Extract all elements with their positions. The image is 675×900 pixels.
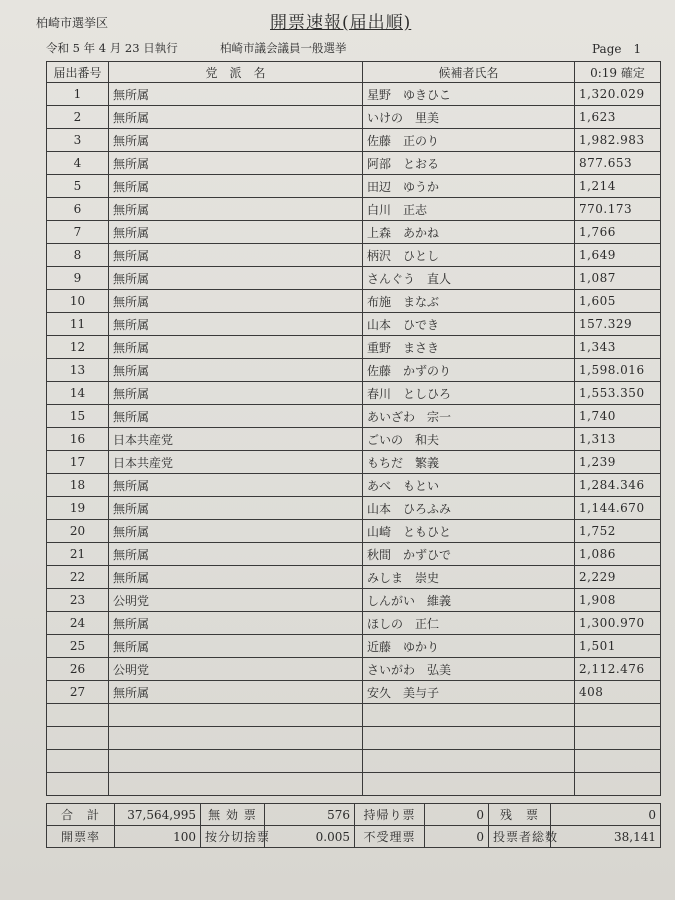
row-votes: 770.173 <box>575 198 661 221</box>
row-number <box>47 773 109 796</box>
row-votes: 1,343 <box>575 336 661 359</box>
row-votes: 1,605 <box>575 290 661 313</box>
row-votes: 2,229 <box>575 566 661 589</box>
row-votes: 1,144.670 <box>575 497 661 520</box>
row-party <box>109 750 363 773</box>
row-party: 無所属 <box>109 244 363 267</box>
row-candidate <box>363 727 575 750</box>
row-number: 1 <box>47 83 109 106</box>
row-votes: 1,300.970 <box>575 612 661 635</box>
row-candidate: 布施 まなぶ <box>363 290 575 313</box>
table-row <box>47 543 661 566</box>
row-party: 公明党 <box>109 589 363 612</box>
results-table <box>46 61 661 796</box>
row-number <box>47 750 109 773</box>
row-number: 2 <box>47 106 109 129</box>
row-votes: 1,284.346 <box>575 474 661 497</box>
table-row <box>47 681 661 704</box>
row-candidate: 阿部 とおる <box>363 152 575 175</box>
row-votes: 1,313 <box>575 428 661 451</box>
row-number: 26 <box>47 658 109 681</box>
row-party: 無所属 <box>109 313 363 336</box>
unaccepted-value: 0 <box>425 826 489 848</box>
row-party: 日本共産党 <box>109 451 363 474</box>
row-party: 無所属 <box>109 635 363 658</box>
takeaway-label: 持帰り票 <box>355 804 425 826</box>
row-party: 無所属 <box>109 612 363 635</box>
row-votes: 1,766 <box>575 221 661 244</box>
row-candidate: あべ もとい <box>363 474 575 497</box>
row-votes <box>575 727 661 750</box>
row-number: 13 <box>47 359 109 382</box>
row-party: 無所属 <box>109 290 363 313</box>
election-name: 柏崎市議会議員一般選挙 <box>220 41 347 55</box>
rounding-label: 按分切捨票 <box>201 826 265 848</box>
table-row <box>47 152 661 175</box>
row-party: 無所属 <box>109 336 363 359</box>
row-candidate <box>363 750 575 773</box>
row-number: 24 <box>47 612 109 635</box>
table-row <box>47 428 661 451</box>
row-candidate: 田辺 ゆうか <box>363 175 575 198</box>
row-candidate: 山本 ひろふみ <box>363 497 575 520</box>
row-party: 無所属 <box>109 520 363 543</box>
table-row <box>47 382 661 405</box>
row-number: 12 <box>47 336 109 359</box>
opening-rate-value: 100 <box>115 826 201 848</box>
row-number: 21 <box>47 543 109 566</box>
table-row <box>47 405 661 428</box>
table-row <box>47 244 661 267</box>
row-candidate: ほしの 正仁 <box>363 612 575 635</box>
row-candidate: 佐藤 かずのり <box>363 359 575 382</box>
row-candidate: 上森 あかね <box>363 221 575 244</box>
row-party: 無所属 <box>109 359 363 382</box>
row-votes: 1,320.029 <box>575 83 661 106</box>
row-candidate: 星野 ゆきひこ <box>363 83 575 106</box>
row-candidate: いけの 里美 <box>363 106 575 129</box>
row-number: 19 <box>47 497 109 520</box>
row-number: 16 <box>47 428 109 451</box>
row-party: 無所属 <box>109 543 363 566</box>
row-candidate <box>363 773 575 796</box>
row-candidate: 佐藤 正のり <box>363 129 575 152</box>
table-row <box>47 175 661 198</box>
row-number <box>47 704 109 727</box>
row-candidate: 柄沢 ひとし <box>363 244 575 267</box>
row-number: 10 <box>47 290 109 313</box>
column-header-time: 0:19 確定 <box>575 62 661 83</box>
row-candidate: しんがい 維義 <box>363 589 575 612</box>
row-votes: 1,982.983 <box>575 129 661 152</box>
row-votes: 1,908 <box>575 589 661 612</box>
row-votes: 1,740 <box>575 405 661 428</box>
row-candidate: 山崎 ともひと <box>363 520 575 543</box>
district-label: 柏崎市選挙区 <box>36 16 109 30</box>
table-row <box>47 198 661 221</box>
row-candidate: 近藤 ゆかり <box>363 635 575 658</box>
row-votes: 877.653 <box>575 152 661 175</box>
row-candidate: あいざわ 宗一 <box>363 405 575 428</box>
row-number: 8 <box>47 244 109 267</box>
total-label: 合 計 <box>47 804 115 826</box>
row-party: 無所属 <box>109 474 363 497</box>
row-number: 22 <box>47 566 109 589</box>
row-votes: 1,598.016 <box>575 359 661 382</box>
page-title: 開票速報(届出順) <box>270 13 412 33</box>
row-number: 27 <box>47 681 109 704</box>
row-votes: 1,649 <box>575 244 661 267</box>
row-candidate: 重野 まさき <box>363 336 575 359</box>
row-party: 日本共産党 <box>109 428 363 451</box>
row-candidate: さいがわ 弘美 <box>363 658 575 681</box>
opening-rate-label: 開票率 <box>47 826 115 848</box>
row-candidate: 春川 としひろ <box>363 382 575 405</box>
row-party: 無所属 <box>109 198 363 221</box>
table-row <box>47 313 661 336</box>
table-row <box>47 727 661 750</box>
column-header-number: 届出番号 <box>47 62 109 83</box>
row-party: 無所属 <box>109 152 363 175</box>
row-number: 6 <box>47 198 109 221</box>
row-votes: 1,553.350 <box>575 382 661 405</box>
row-votes: 1,214 <box>575 175 661 198</box>
table-row <box>47 520 661 543</box>
page-number: Page 1 <box>592 42 642 56</box>
remaining-label: 残 票 <box>489 804 551 826</box>
row-number: 4 <box>47 152 109 175</box>
row-candidate: 白川 正志 <box>363 198 575 221</box>
row-party: 無所属 <box>109 267 363 290</box>
row-party: 無所属 <box>109 83 363 106</box>
row-number: 3 <box>47 129 109 152</box>
invalid-label: 無 効 票 <box>201 804 265 826</box>
column-header-candidate: 候補者氏名 <box>363 62 575 83</box>
row-number: 18 <box>47 474 109 497</box>
total-voters-label: 投票者総数 <box>489 826 551 848</box>
row-candidate <box>363 704 575 727</box>
table-row <box>47 129 661 152</box>
summary-table <box>46 803 661 848</box>
table-row <box>47 773 661 796</box>
table-row <box>47 359 661 382</box>
summary-row-1 <box>47 804 661 826</box>
total-value: 37,564,995 <box>115 804 201 826</box>
row-party: 公明党 <box>109 658 363 681</box>
takeaway-value: 0 <box>425 804 489 826</box>
row-number: 7 <box>47 221 109 244</box>
row-number: 25 <box>47 635 109 658</box>
row-party: 無所属 <box>109 106 363 129</box>
row-party <box>109 727 363 750</box>
total-voters-value: 38,141 <box>551 826 661 848</box>
table-row <box>47 83 661 106</box>
row-number: 23 <box>47 589 109 612</box>
table-header-row <box>47 62 661 83</box>
row-party: 無所属 <box>109 681 363 704</box>
row-party: 無所属 <box>109 566 363 589</box>
row-candidate: 安久 美与子 <box>363 681 575 704</box>
row-votes: 1,752 <box>575 520 661 543</box>
row-votes <box>575 704 661 727</box>
row-candidate: 秋間 かずひで <box>363 543 575 566</box>
table-row <box>47 658 661 681</box>
table-row <box>47 589 661 612</box>
row-party: 無所属 <box>109 175 363 198</box>
row-candidate: ごいの 和夫 <box>363 428 575 451</box>
row-candidate: さんぐう 直人 <box>363 267 575 290</box>
invalid-value: 576 <box>265 804 355 826</box>
row-party: 無所属 <box>109 382 363 405</box>
results-body <box>47 83 661 796</box>
table-row <box>47 267 661 290</box>
row-number: 11 <box>47 313 109 336</box>
row-votes <box>575 773 661 796</box>
row-number: 14 <box>47 382 109 405</box>
rounding-value: 0.005 <box>265 826 355 848</box>
table-row <box>47 106 661 129</box>
table-row <box>47 612 661 635</box>
row-party: 無所属 <box>109 129 363 152</box>
row-party: 無所属 <box>109 221 363 244</box>
row-votes: 1,087 <box>575 267 661 290</box>
row-votes: 2,112.476 <box>575 658 661 681</box>
table-row <box>47 451 661 474</box>
row-number: 9 <box>47 267 109 290</box>
row-votes: 1,239 <box>575 451 661 474</box>
table-row <box>47 497 661 520</box>
row-party <box>109 773 363 796</box>
election-date: 令和 5 年 4 月 23 日執行 <box>46 41 178 55</box>
table-row <box>47 221 661 244</box>
remaining-value: 0 <box>551 804 661 826</box>
unaccepted-label: 不受理票 <box>355 826 425 848</box>
table-row <box>47 566 661 589</box>
row-party <box>109 704 363 727</box>
row-number: 15 <box>47 405 109 428</box>
row-votes: 1,086 <box>575 543 661 566</box>
row-party: 無所属 <box>109 497 363 520</box>
table-row <box>47 290 661 313</box>
row-votes: 1,501 <box>575 635 661 658</box>
table-row <box>47 474 661 497</box>
table-row <box>47 635 661 658</box>
row-candidate: みしま 崇史 <box>363 566 575 589</box>
row-votes: 1,623 <box>575 106 661 129</box>
column-header-party: 党 派 名 <box>109 62 363 83</box>
row-number: 5 <box>47 175 109 198</box>
summary-row-2 <box>47 826 661 848</box>
row-number: 17 <box>47 451 109 474</box>
row-number <box>47 727 109 750</box>
table-row <box>47 336 661 359</box>
row-candidate: 山本 ひでき <box>363 313 575 336</box>
row-votes: 157.329 <box>575 313 661 336</box>
row-votes <box>575 750 661 773</box>
row-votes: 408 <box>575 681 661 704</box>
table-row <box>47 704 661 727</box>
table-row <box>47 750 661 773</box>
row-number: 20 <box>47 520 109 543</box>
row-candidate: もちだ 繁義 <box>363 451 575 474</box>
row-party: 無所属 <box>109 405 363 428</box>
